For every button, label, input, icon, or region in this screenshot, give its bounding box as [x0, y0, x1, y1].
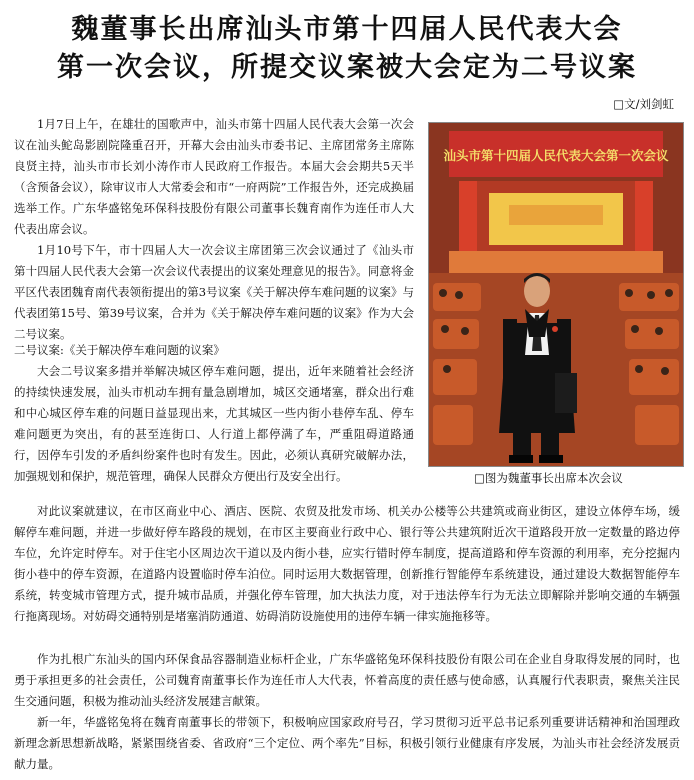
paragraph-3: 二号议案:《关于解决停车难问题的议案》: [14, 343, 225, 357]
paragraph-1: 1月7日上午，在雄壮的国歌声中，汕头市第十四届人民代表大会第一次会议在汕头鮀岛影剧院隆重召开，开幕大会由汕头市委书记、主席团常务主席陈良贤主持，汕头市市长刘小涛作市人民政府工作报告。本届大会会期共5天半（含预备会议），除审议市人大常委会和市“一府两院”工作报告外，还完成换届选举工作。广东华盛铭兔环保科技股份有限公司董事长魏育南作为连任市人大代表出席会议。: [14, 117, 414, 236]
paragraph-6: 作为扎根广东汕头的国内环保食品容器制造业标杆企业，广东华盛铭兔环保科技股份有限公司在企业自身取得发展的同时，也勇于承担更多的社会责任，公司魏育南董事长作为连任市人大代表，怀着高度的责任感与使命感，认真履行代表职责，聚焦关注民生交通问题，积极为推动汕头经济发展建言献策。: [14, 652, 680, 708]
paragraph-5: 对此议案就建议，在市区商业中心、酒店、医院、农贸及批发市场、机关办公楼等公共建筑或商业街区，建设立体停车场，缓解停车难问题，并进一步做好停车路段的规划，在市区主要商业行政中心、银行等公共建筑附近次干道路段开放一定数量的路边停车位，允许定时停车。对于住宅小区周边次干道以及内街小巷，应实行错时停车制度，提高道路和停车资源的利用率，充分挖掘内街小巷中的停车资源，在道路内设置临时停车泊位。同时运用大数据管理，创新推行智能停车系统建设，通过建设大数据智能停车系统，转变城市管理方式，提升城市品质，并强化停车管理，加大执法力度，对于违法停车行为无法立即解除并影响交通的车辆强行拖离现场。对妨碍交通特别是堵塞消防通道、妨碍消防设施使用的违停车辆一律实施拖移等。: [14, 504, 680, 623]
banner-text: 汕头市第十四届人民代表大会第一次会议: [443, 148, 669, 163]
paragraph-2: 1月10号下午，市十四届人大一次会议主席团第三次会议通过了《汕头市第十四届人民代表大会第一次会议代表提出的议案处理意见的报告》。同意将金平区代表团魏育南代表领衔提出的第3号议案《关于解决停车难问题的议案》与代表团第15号、第39号议案，合并为《关于解决停车难问题的议案》作为大会二号议案。: [14, 243, 414, 341]
byline: □文/刘剑虹: [613, 97, 674, 111]
title-line-1: 魏董事长出席汕头市第十四届人民代表大会: [71, 14, 623, 45]
photo-caption: □图为魏董事长出席本次会议: [474, 471, 623, 485]
title-line-2: 第一次会议，所提交议案被大会定为二号议案: [57, 52, 637, 83]
paragraph-4: 大会二号议案多措并举解决城区停车难问题，提出，近年来随着社会经济的持续快速发展，汕头市机动车拥有量急剧增加，城区交通堵塞，群众出行难和中心城区停车难的问题日益显现出来，尤其城区一些内街小巷停车乱、停车难问题更为突出，有的甚至连街口、人行道上都停满了车，严重阻碍道路通行，因停车引发的矛盾纠纷案件也时有发生。因此，必须认真研究破解办法，加强规划和保护，规范管理，确保人民群众方便出行及安全出行。: [14, 364, 414, 483]
meeting-photo: [428, 122, 684, 467]
paragraph-7: 新一年，华盛铭兔将在魏育南董事长的带领下，积极响应国家政府号召，学习贯彻习近平总书记系列重要讲话精神和治国理政新理念新思想新战略，紧紧围绕省委、省政府“三个定位、两个率先”目标，积极引领行业健康有序发展，为汕头市社会经济发展贡献力量。: [14, 715, 680, 771]
